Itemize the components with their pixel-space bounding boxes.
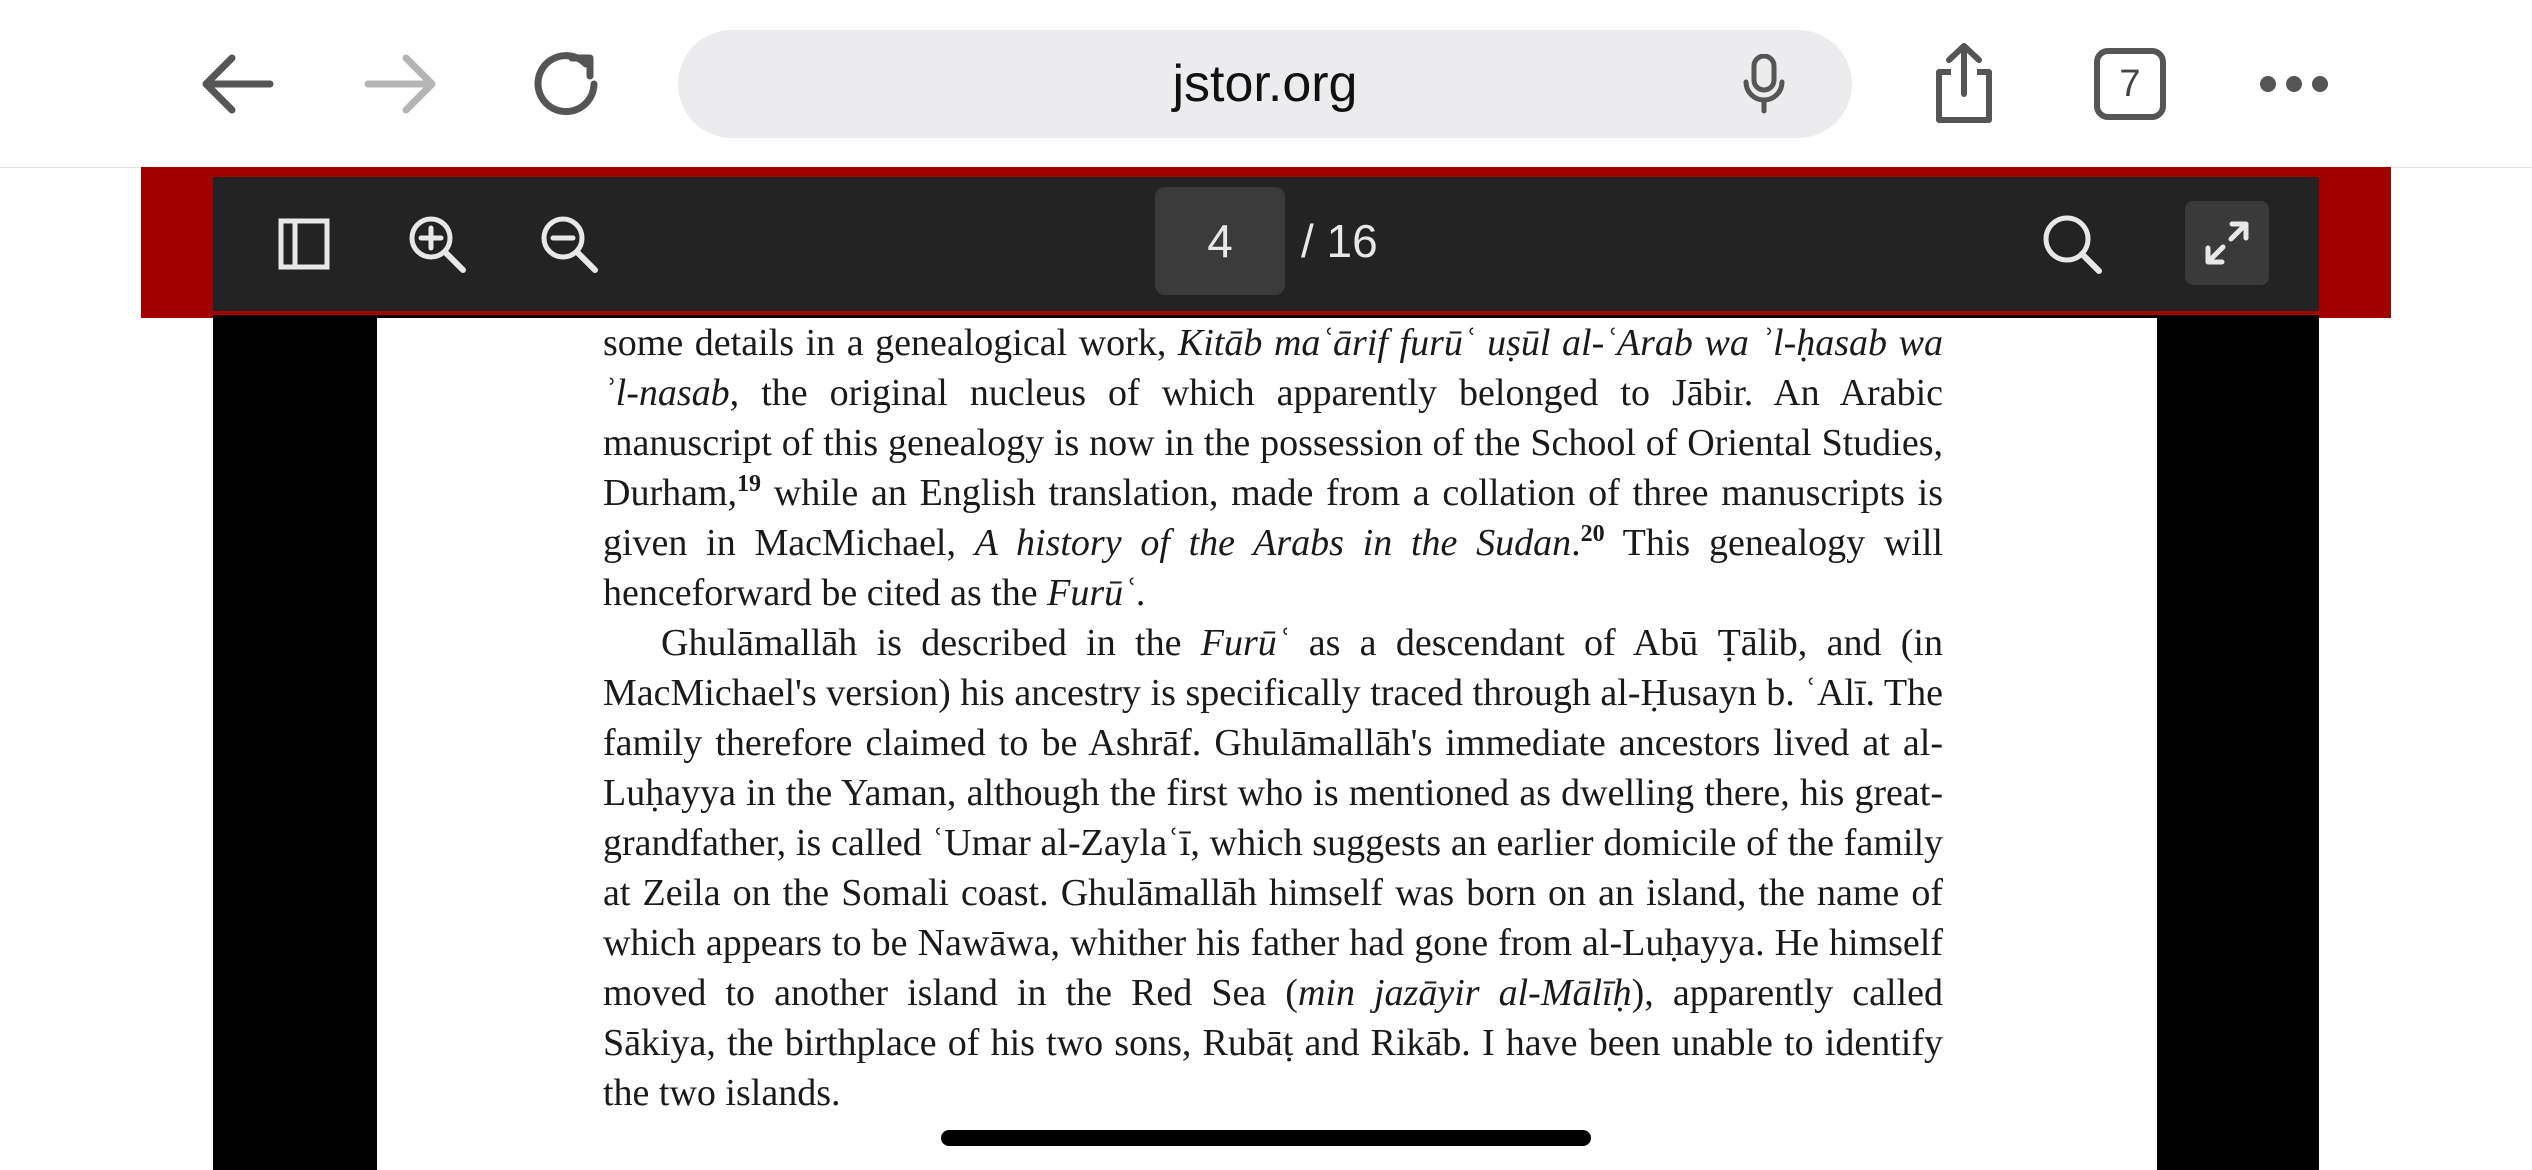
text-run: . — [1135, 572, 1146, 614]
search-icon[interactable] — [2026, 198, 2118, 290]
text-run: some details in a genealogical work, — [603, 322, 1178, 364]
italic-term: min jazāyir al-Mālīḥ — [1297, 972, 1632, 1014]
back-arrow-icon[interactable] — [192, 40, 280, 128]
tabs-icon[interactable]: 7 — [2094, 48, 2166, 120]
footnote-ref[interactable]: 20 — [1580, 521, 1605, 547]
italic-term: Furūʿ — [1200, 622, 1290, 664]
address-bar[interactable] — [678, 30, 1852, 138]
page-text — [603, 318, 1943, 1118]
text-run: Ghulāmallāh is described in the — [661, 622, 1201, 664]
zoom-out-icon[interactable] — [523, 198, 615, 290]
pdf-toolbar — [213, 177, 2319, 311]
text-run: , the original nucleus of which apparently belonged to Jābir. An Arabic manuscript of this genealogy is now in the possession of the School of Oriental Studies, Durham, — [603, 372, 1943, 514]
page-number-input[interactable] — [1155, 187, 1285, 295]
italic-title: Kitāb maʿārif furūʿ uṣūl al-ʿArab wa ʾl-ḥasab wa ʾl-nasab — [603, 322, 1943, 414]
text-run: as a descendant of Abū Ṭālib, and (in MacMichael's version) his ancestry is specifically traced through al-Ḥusayn b. ʿAlī. The family therefore claimed to be Ashrāf. Ghulāmallāh's immediate ancestors lived at al-Luḥayya in the Yaman, although the first who is mentioned as dwelling there, his great-grandfather, is called ʿUmar al-Zaylaʿī, which suggests an earlier domicile of the family at Zeila on the Somali coast. Ghulāmallāh himself was born on an island, the name of which appears to be Nawāwa, whither his father had gone from al-Luḥayya. He himself moved to another island in the Red Sea ( — [603, 622, 1943, 1014]
browser-toolbar — [0, 0, 2532, 168]
footnote-ref[interactable]: 19 — [737, 471, 762, 497]
text-run: ), apparently called Sākiya, the birthplace of his two sons, Rubāṭ and Rikāb. I have been unable to identify the two islands. — [603, 972, 1943, 1114]
page-total: / 16 — [1301, 215, 1378, 267]
forward-arrow-icon[interactable] — [358, 40, 446, 128]
paragraph-1 — [603, 318, 1943, 618]
italic-term: Furūʿ — [1047, 572, 1136, 614]
more-icon[interactable] — [2250, 40, 2338, 128]
pdf-page — [377, 318, 2157, 1170]
home-indicator[interactable] — [941, 1130, 1591, 1146]
sidebar-toggle-icon[interactable] — [258, 198, 350, 290]
paragraph-2 — [603, 618, 1943, 1118]
text-run: This genealogy will henceforward be cited as the — [603, 522, 1943, 614]
reload-icon[interactable] — [524, 40, 612, 128]
microphone-icon[interactable] — [1736, 56, 1792, 112]
url-text: jstor.org — [1172, 55, 1358, 113]
italic-title: A history of the Arabs in the Sudan — [974, 522, 1572, 564]
text-run: . — [1571, 522, 1581, 564]
zoom-in-icon[interactable] — [391, 198, 483, 290]
share-icon[interactable] — [1920, 40, 2008, 128]
expand-icon[interactable] — [2185, 201, 2269, 285]
text-run: while an English translation, made from a collation of three manuscripts is given in MacMichael, — [603, 472, 1943, 564]
